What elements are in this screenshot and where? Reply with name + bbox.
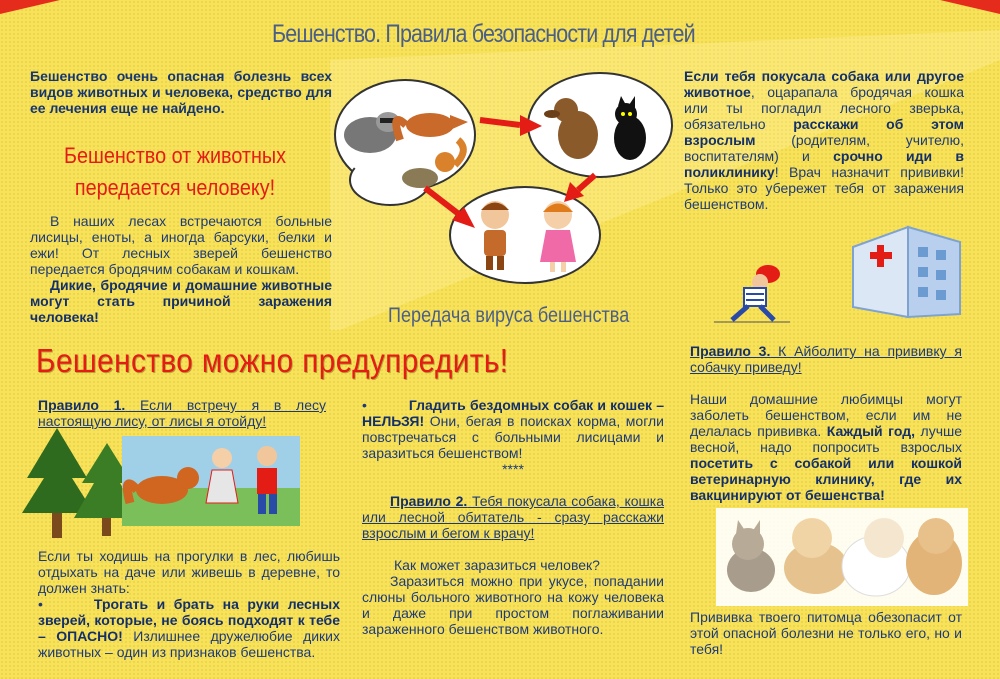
rule2-text: Тебя покусала собака, кошка или лесной обитатель - сразу расскажи взрослым и бегом к врачу! [362,493,664,541]
question-text: Как может заразиться человек? [394,557,600,573]
rule1-block [38,397,326,429]
bullet-bold: Трогать и брать на руки лесных зверей, которые, не боясь подходят к тебе – ОПАСНО! [38,596,340,644]
transmission-heading-line: передается человеку! [74,175,276,200]
transmission-diagram [330,70,690,290]
pets-text: Наши домашние любимцы могут заболеть бешенством, если им не делалась прививка. [690,391,962,439]
hospital-icon [848,222,968,322]
children-cloud [450,187,600,283]
rule3-label: Правило 3. [690,343,771,359]
pets-photo [716,508,968,606]
intro-text: Бешенство очень опасная болезнь всех видов животных и человека, средство для ее лечения еще не найдено. [30,68,332,116]
separator-stars: **** [502,461,524,477]
bullet-marker: • [362,397,409,413]
bullet-item [38,596,340,660]
bullet-bold: Гладить бездомных собак и кошек – НЕЛЬЗЯ! [362,397,664,429]
bullet-item [362,397,664,461]
rule1-text: Если встречу я в лесу настоящую лису, от лисы я отойду! [38,397,326,429]
slogan-heading: Бешенство можно предупредить! [36,342,509,379]
bullet-marker: • [38,596,94,612]
puppies-icon [784,518,962,596]
pets-bold: посетить с собакой или кошкой ветеринарную клинику, где их вакцинируют от бешенства! [690,455,962,503]
bite-instructions-bold: Если тебя покусала собака или другое животное [684,68,964,100]
bite-instructions-bold: расскажи об этом взрослым [684,116,965,148]
rule1-label: Правило 1. [38,397,126,413]
pets-bold: Каждый год, [826,423,915,439]
transmission-heading [54,140,297,204]
rule2-label: Правило 2. [390,493,468,509]
walk-block [38,548,340,660]
bite-instructions-text: (родителям, учителю, воспитателям) и [684,132,964,164]
running-boy-icon [710,262,800,328]
bite-instructions-text: ! Врач назначит прививки! Только это убережет тебя от заражения бешенством. [684,164,964,212]
middle-column [362,397,664,637]
forest-fox-picture [22,428,302,538]
wild-warning: Дикие, бродячие и домашние животные могут стать причиной заражения человека! [30,277,332,325]
bullet-text: Они, бегая в поисках корма, могли повстречаться с больными лисицами и заразиться бешенством! [362,413,664,461]
arrow-icon [564,175,595,202]
walk-text: Если ты ходишь на прогулки в лес, любишь отдыхать на даче или живешь в деревне, то должен знать: [38,548,340,596]
answer-text: Заразиться можно при укусе, попадании слюны больного животного на кожу человека и даже при простом поглаживании зараженного бешенством животного. [362,573,664,637]
hedgehog-icon [402,168,438,188]
forest-text: В наших лесах встречаются больные лисицы, еноты, а иногда барсуки, белки и ежи! От лесных зверей бешенство передается бродячим собакам и кошкам. [30,213,332,277]
page-title: Бешенство. Правила безопасности для детей [272,20,695,48]
girl-icon [540,201,576,272]
bullet-text: Излишнее дружелюбие диких животных – один из признаков бешенства. [38,628,340,660]
transmission-heading-line: Бешенство от животных [63,143,287,168]
bite-instructions [684,68,964,212]
rule3-block [690,343,962,503]
closing-text: Прививка твоего питомца обезопасит от этой опасной болезни не только его, но и тебя! [690,609,962,657]
pets-text: лучше весной, надо попросить взрослых [690,423,963,455]
rule3-text: К Айболиту на прививку я собачку приведу! [690,343,962,375]
domestic-animals-cloud [528,73,672,177]
diagram-caption: Передача вируса бешенства [388,304,630,327]
bite-instructions-bold: срочно иди в поликлинику [684,148,964,180]
forest-text-block [30,213,332,325]
bite-instructions-text: , оцарапала бродячая кошка или ты погладил лесного зверька, обязательно [684,84,964,132]
